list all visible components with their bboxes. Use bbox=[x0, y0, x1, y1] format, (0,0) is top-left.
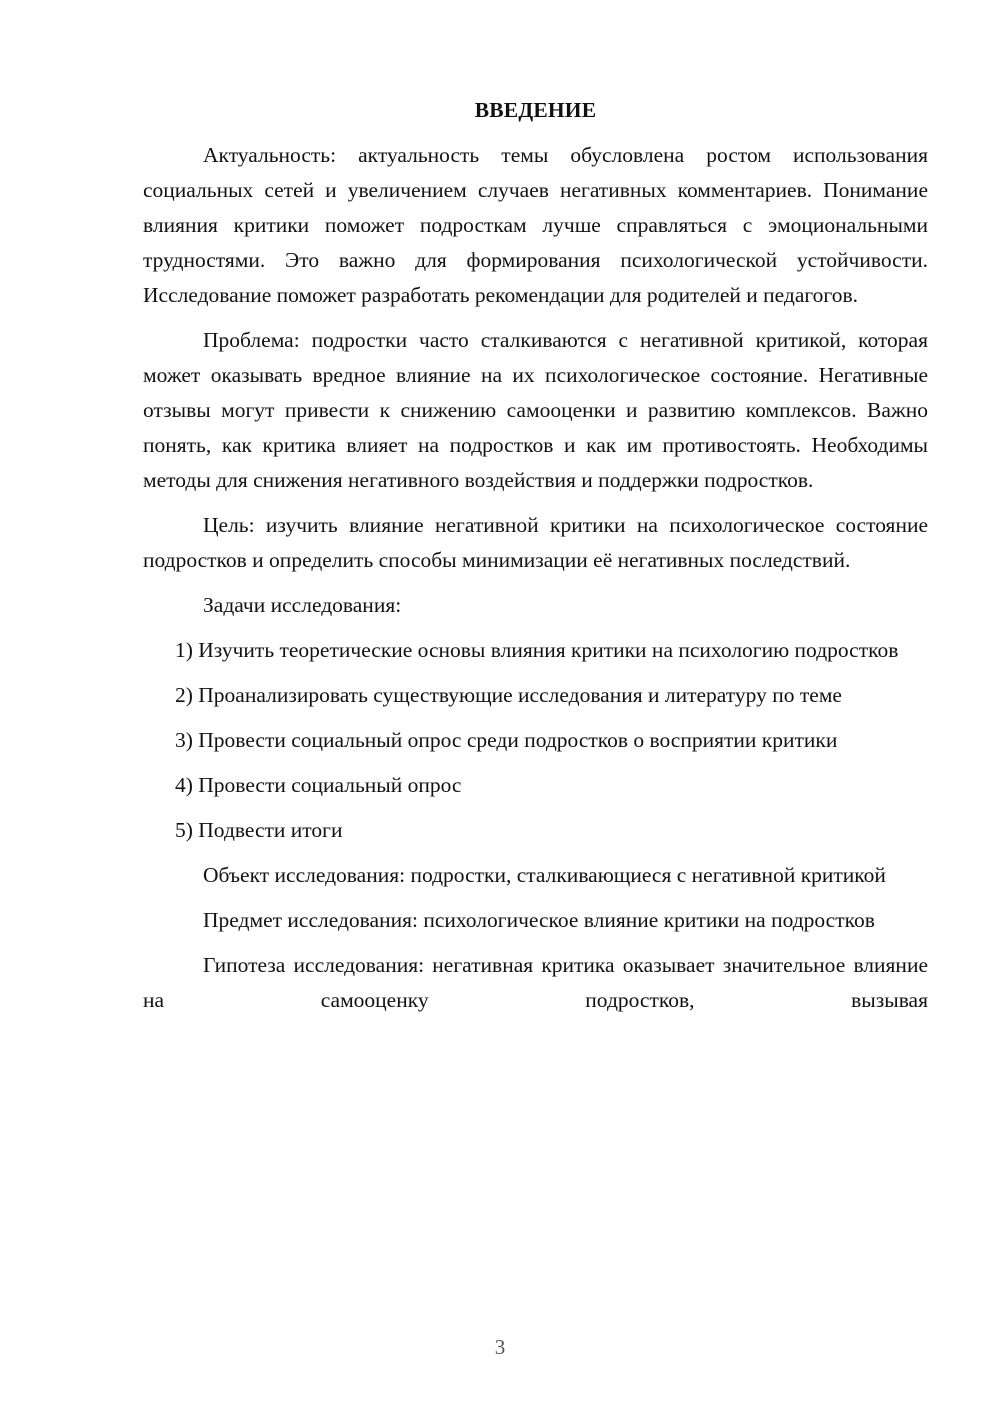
paragraph-subject: Предмет исследования: психологическое влияние критики на подростков bbox=[203, 908, 875, 932]
page-title: ВВЕДЕНИЕ bbox=[474, 98, 597, 122]
task-item-5: 5) Подвести итоги bbox=[175, 818, 343, 842]
page-number: 3 bbox=[494, 1335, 506, 1359]
task-item-4: 4) Провести социальный опрос bbox=[175, 773, 462, 797]
task-item-2: 2) Проанализировать существующие исследования и литературу по теме bbox=[175, 683, 842, 707]
paragraph-problem: Проблема: подростки часто сталкиваются с негативной критикой, которая может оказывать вредное влияние на их психологическое состояние. Негативные отзывы могут привести к снижению самооценки и развитию комплексов. Важно понять, как критика влияет на подростков и как им противостоять. Необходимы методы для снижения негативного воздействия и поддержки подростков. bbox=[143, 328, 928, 492]
paragraph-object: Объект исследования: подростки, сталкивающиеся с негативной критикой bbox=[203, 863, 886, 887]
paragraph-hypothesis: Гипотеза исследования: негативная критика оказывает значительное влияние на самооценку подростков, вызывая bbox=[143, 953, 928, 1012]
task-item-1: 1) Изучить теоретические основы влияния критики на психологию подростков bbox=[175, 638, 899, 662]
paragraph-goal: Цель: изучить влияние негативной критики на психологическое состояние подростков и определить способы минимизации её негативных последствий. bbox=[143, 513, 928, 572]
task-item-3: 3) Провести социальный опрос среди подростков о восприятии критики bbox=[175, 728, 838, 752]
tasks-heading: Задачи исследования: bbox=[203, 593, 402, 617]
document-page bbox=[143, 93, 928, 1028]
paragraph-relevance: Актуальность: актуальность темы обусловлена ростом использования социальных сетей и увеличением случаев негативных комментариев. Понимание влияния критики поможет подросткам лучше справляться с эмоциональными трудностями. Это важно для формирования психологической устойчивости. Исследование поможет разработать рекомендации для родителей и педагогов. bbox=[143, 143, 928, 307]
